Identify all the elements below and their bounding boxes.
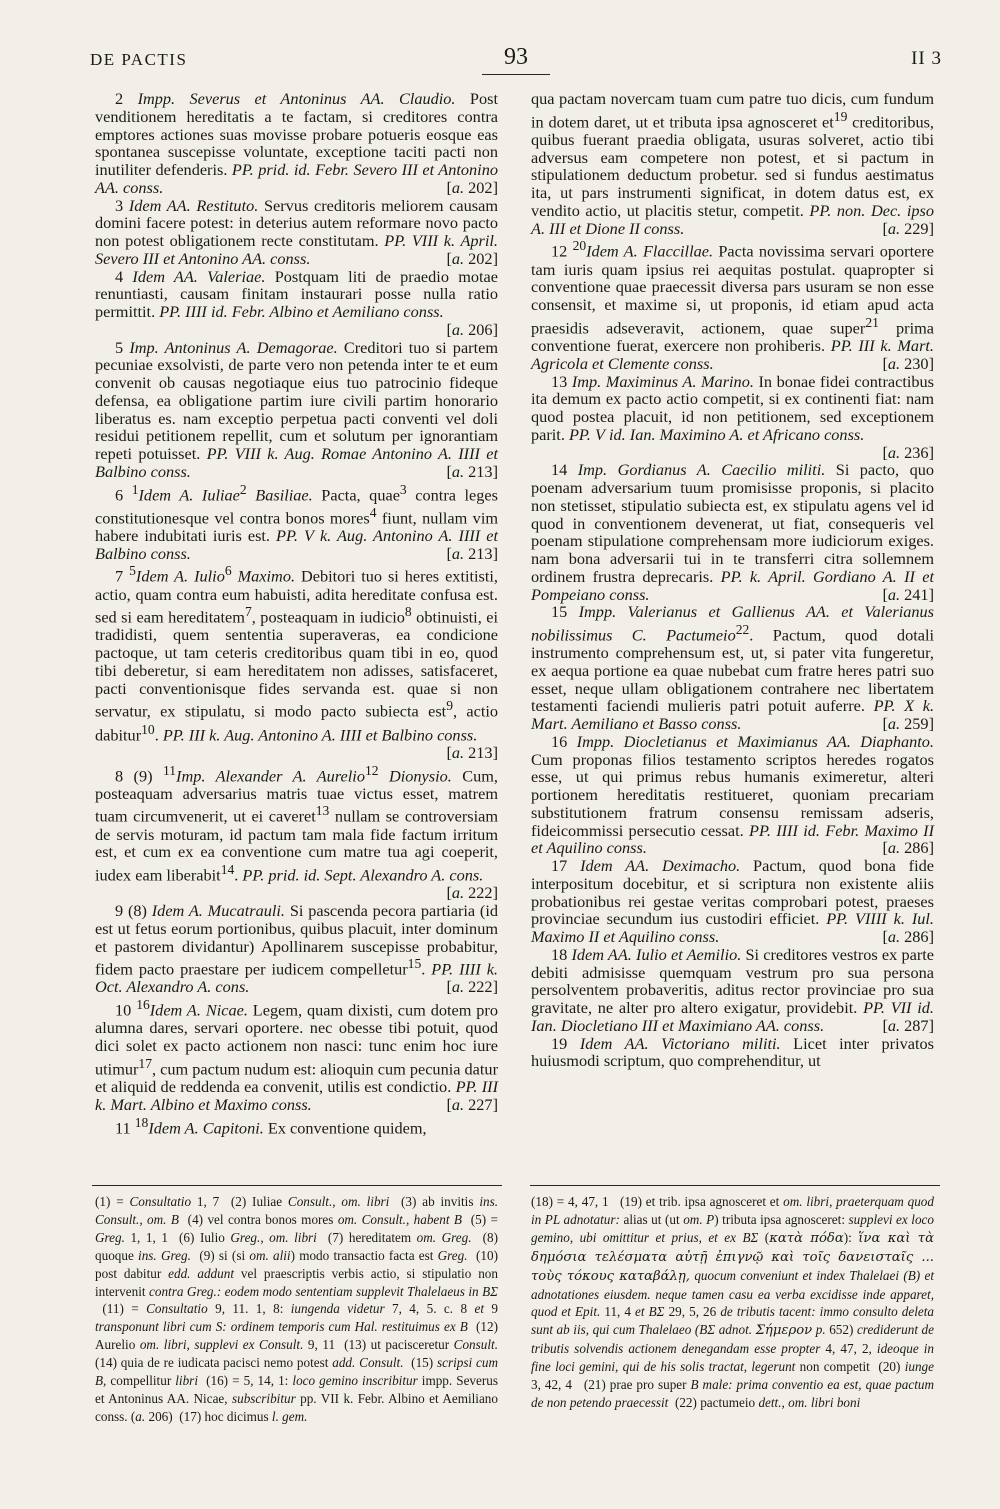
constitution-paragraph: 3 Idem AA. Restituto. Servus creditoris meliorem causam domini facere potest: in deterius autem reformare novo pacto non potest obligationem recte constitutam. PP. VIII k. April. Severo III et Antonino AA. conss. [a. 202] [95,195,498,268]
constitution-paragraph: qua pactam novercam tuam cum patre tuo dicis, cum fundum in dotem daret, ut et tributa ipsa agnosceret $et^{19}$ creditoribus, quibus fuerant praedia obligata, usuras solveret, actio tibi adversus eam competere non potest, et si pactum in stipulationem deductum probetur. sed si fundus aestimatus ita, ut pars instrumenti significat, in dotem datus est, ex vendito actio, ut placitis stetur, competit. PP. non. Dec. ipso A. III et Dione II conss. [a. 229] [531,89,935,238]
constitution-paragraph: 11 $^{18}$Idem A. Capitoni. Ex conventione quidem, [115,1114,427,1137]
running-title: DE PACTIS [90,50,188,69]
constitution-paragraph: 16 Impp. Diocletianus et Maximianus AA. Diaphanto. Cum proponas filios testamento scriptos heredes rogatos esse, ut qui primus rebus humanis eximeretur, alteri portionem hereditatis restitueret, quoniam precariam substitutionem fratrum consensu remissam adseris, fideicommissi persecutio cessat. PP. IIII id. Febr. Maximo II et Aquilino conss. [a. 286] [531,731,934,858]
constitution-paragraph: 18 Idem AA. Iulio et Aemilio. Si creditores vestros ex parte debiti admisisse quemquam vestrum pro sua persona persolventem probaveritis, aditus rector provinciae pro sua gravitate, ne alter pro altero exigatur, providebit. PP. VII id. Ian. Diocletiano III et Maximiano AA. conss. [a. 287] [531,944,934,1035]
footnotes-left [95,1193,498,1426]
constitution-paragraph: 14 Imp. Gordianus A. Caecilio militi. Si pacto, quo poenam adversarium tuum promisisse proponis, si placito non stetisset, stipulatio subiecta est, ex stipulatu agens vel id quod in conventionem devenerat, ut fiat, consequeris vel poenam stipulatione comprehensam more iudiciorum exiges. nam bona adversarii tui in te transferri citra sollemnem ordinem frustra deprecaris. PP. k. April. Gordiano A. II et Pompeiano conss. [a. 241] [531,460,935,604]
page-number: 93 [482,44,550,75]
constitution-paragraph: 5 Imp. Antoninus A. Demagorae. Creditori tuo si partem pecuniae exsolvisti, de parte vero non petenda inter te et eum convenit ob causas negotiaque eius tuo patrocinio fideque defensa, ea obligatione partim iure civili partim honorario liberatus es. nam exceptio perpetua pacti conventi vel doli residui petitionem repellit, cum et solutum per ignorantiam repeti potuisset. PP. VIII k. Aug. Romae Antonino A. IIII et Balbino conss. [a. 213] [95,337,499,481]
constitution-paragraph: 2 Impp. Severus et Antoninus AA. Claudio. Post venditionem hereditatis a te factam, si creditores contra emptores actiones suas movisse probare potueris eosque eas spontanea suscepisse voluntate, exceptione taciti pacti non inutiliter defenderis. PP. prid. id. Febr. Severo III et Antonino AA. conss. [a. 202] [95,89,498,197]
left-column [95,90,498,1137]
section-marker: II 3 [911,48,942,69]
constitution-paragraph: 10 $^{16}$Idem A. Nicae. Legem, quam dixisti, cum dotem pro alumna dares, servari oportere. nec obesse tibi potuit, quod dici solet ex pacto actionem non nasci: tunc enim hoc iure utimur$^{17}$, cum pactum nudum est: alioquin cum pecunia datur et aliquid de reddenda ea convenit, utilis est condictio. PP. III k. Mart. Albino et Maximo conss. [a. 227] [95,997,498,1114]
constitution-paragraph: 6 $^1$Idem A. Iuliae$^2$ Basiliae. Pacta, quae$^3$ contra leges constitutionesque vel contra bonos mores$^4$ fiunt, nullam vim habere indubitati iuris est. PP. V k. Aug. Antonino A. IIII et Balbino conss. [a. 213] [95,481,499,563]
footnote-rule-right [530,1185,940,1186]
constitution-paragraph: 13 Imp. Maximinus A. Marino. In bonae fidei contractibus ita demum ex pacto actio competit, si ex continenti fiat: nam quod postea placuit, id non petitionem, sed exceptionem parit. PP. V id. Ian. Maximino A. et Africano conss. [a. 236] [531,371,934,462]
constitution-paragraph: 9 (8) Idem A. Mucatrauli. Si pascenda pecora partiaria (id est ut fetus eorum portionibus, quibus placuit, inter dominum et pastorem dividantur) Apollinarem suscepisse probabitur, fidem pacto praestare per iudicem compelletur$^{15}$. PP. IIII k. Oct. Alexandro A. cons. [a. 222] [95,901,499,997]
page-number-wrap [90,44,942,75]
footnote-rule-left [92,1185,502,1186]
constitution-paragraph: 19 Idem AA. Victoriano militi. Licet inter privatos huiusmodi scriptum, quo comprehenditur, ut [531,1033,934,1071]
footnotes-right [531,1193,934,1412]
running-head [90,44,942,76]
footnote-text: (18) = 4, 47, 1 (19) et trib. ipsa agnosceret et om. libri, praeterquam quod in PL adnotatur: alias ut (ut om. P) tributa ipsa agnosceret: supplevi ex loco gemino, ubi omittitur et prius, et ex BΣ (κατὰ πόδα): ἵνα καὶ τὰ δημόσια τελέσματα αὐτῇ ἐπιγνῷ καὶ τοῖς δανεισταῖς ... τοὺς τόκους καταβάλῃ, quocum conveniunt et index Thalelaei (B) et adnotationes eiusdem. neque tamen casu ea verba excidisse inde apparet, quod et Epit. 11, 4 et BΣ 29, 5, 26 de tributis tacent: immo consulto deleta sunt ab iis, qui cum Thalelaeo (BΣ adnot. Σήμερον p. 652) crediderunt de tributis solvendis actionem denegandam esse propter 4, 47, 2, ideoque in fine loci gemini, qui de his solis tractat, legerunt non competit (20) iunge 3, 42, 4 (21) prae pro super B male: prima conventio ea est, quae pactum de non petendo praecessit (22) pactumeio dett., om. libri boni [531,1194,935,1410]
constitution-paragraph: 7 $^5$Idem A. Iulio$^6$ Maximo. Debitori tuo si heres extitisti, actio, quam contra eum habuisti, adita hereditate confusa est. sed si eam hereditatem$^7$, posteaquam in iudicio$^8$ obtinuisti, ei tradidisti, quem sententia superaveras, ea condicione pactoque, ut tam ceteris creditoribus quam tibi in eo, quod tibi deberetur, si eam hereditatem non adisses, satisfaceret, pacti conventionisque fides servanda est. quae si non servatur, ex stipulatu, si modo pacto subiecta est$^9$, actio dabitur$^{10}$. PP. III k. Aug. Antonino A. IIII et Balbino conss. [a. 213] [95,563,499,762]
constitution-paragraph: 8 (9) $^{11}$Imp. Alexander A. Aurelio$^{12}$ Dionysio. Cum, posteaquam adversarius matris tuae victus esset, matrem tuam circumvenerit, ut ei caveret$^{13}$ nullam se controversiam de servis moturam, id pactum tam mala fide factum irritum est, et cum ex ea conventione cum matre tua agi coeperit, iudex eam liberabit$^{14}$. PP. prid. id. Sept. Alexandro A. cons. [a. 222] [95,762,499,903]
constitution-paragraph: 17 Idem AA. Deximacho. Pactum, quod bona fide interpositum docebitur, et si scriptura non existente aliis probationibus rei gestae veritas comprobari potest, praeses provinciae secundum ius custodiri efficiet. PP. VIIII k. Iul. Maximo II et Aquilino conss. [a. 286] [531,856,934,947]
footnote-text: (1) = Consultatio 1, 7 (2) Iuliae Consult., om. libri (3) ab invitis ins. Consult., om. B (4) vel contra bonos mores om. Consult., habent B (5) = Greg. 1, 1, 1 (6) Iulio Greg., om. libri (7) hereditatem om. Greg. (8) quoque ins. Greg. (9) si (si om. alii) modo transactio facta est Greg. (10) post dabitur edd. addunt vel praescriptis verbis actio, si stipulatio non intervenit contra Greg.: eodem modo sententiam supplevit Thalelaeus in BΣ (11) = Consultatio 9, 11. 1, 8: iungenda videtur 7, 4, 5. c. 8 et 9 transponunt libri cum S: ordinem temporis cum Hal. restituimus ex B (12) Aurelio om. libri, supplevi ex Consult. 9, 11 (13) ut pacisceretur Consult. (14) quia de re iudicata pacisci nemo potest add. Consult. (15) scripsi cum B, compellitur libri (16) = 5, 14, 1: loco gemino inscribitur impp. Severus et Antoninus AA. Nicae, subscribitur pp. VII k. Febr. Albino et Aemiliano conss. (a. 206) (17) hoc dicimus l. gem. [95,1194,498,1424]
right-column [531,90,934,1070]
constitution-paragraph: 15 Impp. Valerianus et Gallienus AA. et Valerianus nobilissimus C. Pactumeio$^{22}$. Pactum, quod dotali instrumento comprehensum est, ut, si pater vita fungeretur, ex aequa portione ea quae nubebat cum fratre heres patri suo esset, neque ullam obligationem contrahere nec libertatem testamenti faciendi mulieris patri potuit auferre. PP. X k. Mart. Aemiliano et Basso conss. [a. 259] [531,602,935,734]
constitution-paragraph: 4 Idem AA. Valeriae. Postquam liti de praedio motae renuntiasti, causam finitam instaurari posse nulla ratio permittit. PP. IIII id. Febr. Albino et Aemiliano conss. [a. 206] [95,266,499,339]
constitution-paragraph: 12 $^{20}$Idem A. Flaccillae. Pacta novissima servari oportere tam iuris quam ipsius rei aequitas postulat. quapropter si conventione quae praecessit diversa pars usuram se non esse consensit, et maxime si, ut proponis, id etiam apud acta praesidis adseveravit, actionem, quae super$^{21}$ prima conventione fuerat, exercere non prohiberis. PP. III k. Mart. Agricola et Clemente conss. [a. 230] [531,238,934,373]
